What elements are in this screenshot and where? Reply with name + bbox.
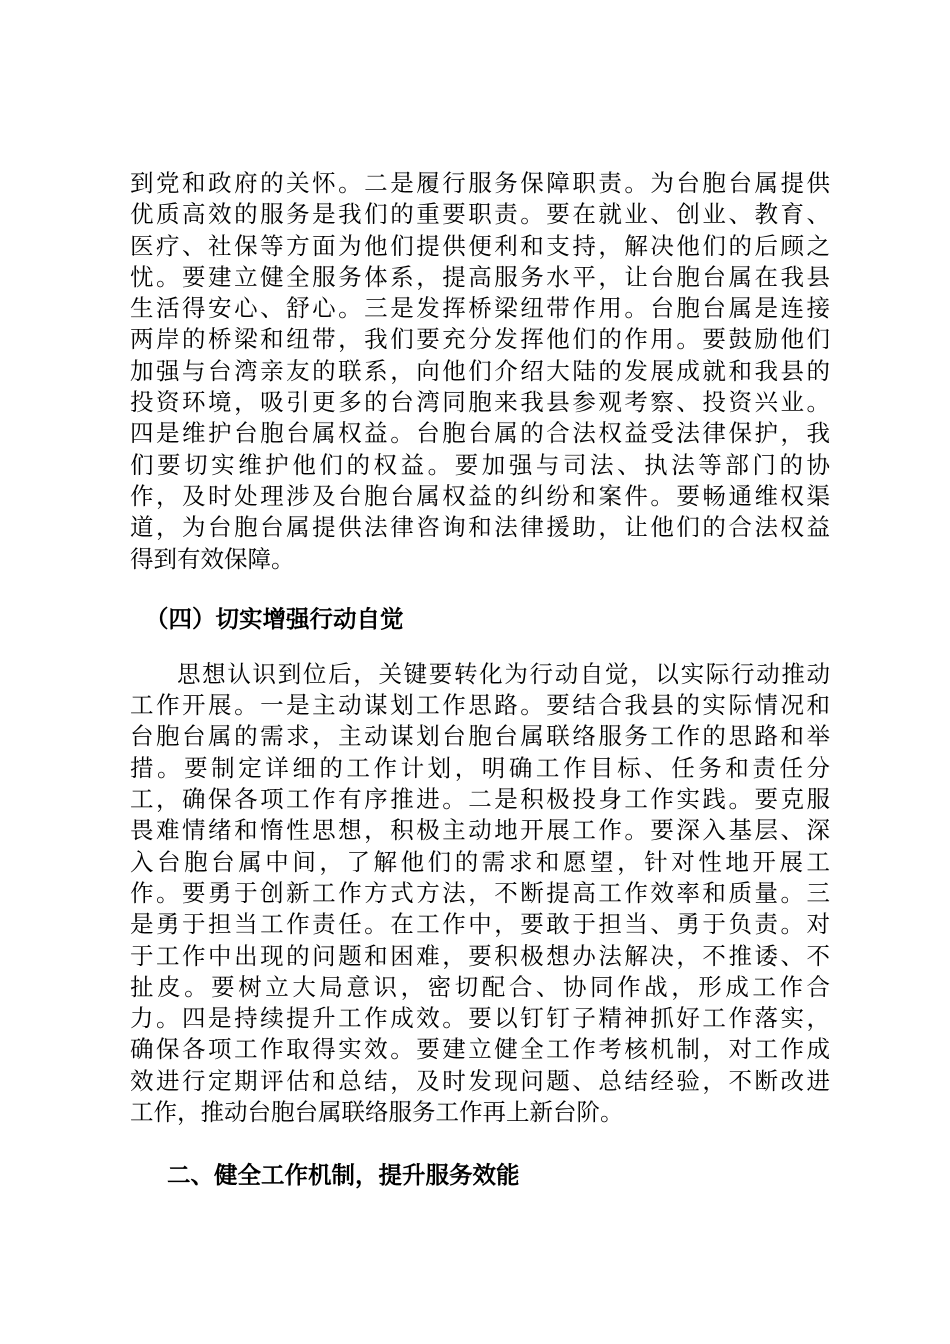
text-line: 加强与台湾亲友的联系，向他们介绍大陆的发展成就和我县的 <box>130 356 830 385</box>
text-line: 们要切实维护他们的权益。要加强与司法、执法等部门的协 <box>130 450 830 479</box>
text-line: 工作，推动台胞台属联络服务工作再上新台阶。 <box>130 1098 624 1127</box>
section-heading-4: （四）切实增强行动自觉 <box>145 604 404 633</box>
paragraph-1 <box>130 168 830 575</box>
text-line: 确保各项工作取得实效。要建立健全工作考核机制，对工作成 <box>130 1035 830 1064</box>
text-line: 医疗、社保等方面为他们提供便利和支持，解决他们的后顾之 <box>130 231 830 260</box>
text-line: 道，为台胞台属提供法律咨询和法律援助，让他们的合法权益 <box>130 513 830 542</box>
text-line: 台胞台属的需求，主动谋划台胞台属联络服务工作的思路和举 <box>130 722 830 751</box>
text-line: 思想认识到位后，关键要转化为行动自觉，以实际行动推动 <box>177 659 830 688</box>
text-line: 扯皮。要树立大局意识，密切配合、协同作战，形成工作合 <box>130 972 830 1001</box>
chapter-heading-2: 二、健全工作机制，提升服务效能 <box>167 1161 520 1190</box>
text-line: 于工作中出现的问题和困难，要积极想办法解决，不推诿、不 <box>130 941 830 970</box>
text-line: 是勇于担当工作责任。在工作中，要敢于担当、勇于负责。对 <box>130 910 830 939</box>
text-line: 作，及时处理涉及台胞台属权益的纠纷和案件。要畅通维权渠 <box>130 481 830 510</box>
document-body <box>130 168 830 1192</box>
text-line: 措。要制定详细的工作计划，明确工作目标、任务和责任分 <box>130 753 830 782</box>
text-line: 畏难情绪和惰性思想，积极主动地开展工作。要深入基层、深 <box>130 816 830 845</box>
text-line: 工作开展。一是主动谋划工作思路。要结合我县的实际情况和 <box>130 691 830 720</box>
text-line: 工，确保各项工作有序推进。二是积极投身工作实践。要克服 <box>130 785 830 814</box>
text-line: 效进行定期评估和总结，及时发现问题、总结经验，不断改进 <box>130 1066 830 1095</box>
text-line: 生活得安心、舒心。三是发挥桥梁纽带作用。台胞台属是连接 <box>130 294 830 323</box>
text-line: 投资环境，吸引更多的台湾同胞来我县参观考察、投资兴业。 <box>130 388 830 417</box>
text-line: 两岸的桥梁和纽带，我们要充分发挥他们的作用。要鼓励他们 <box>130 325 830 354</box>
text-line: 作。要勇于创新工作方式方法，不断提高工作效率和质量。三 <box>130 878 830 907</box>
text-line: 入台胞台属中间，了解他们的需求和愿望，针对性地开展工 <box>130 847 830 876</box>
text-line: 到党和政府的关怀。二是履行服务保障职责。为台胞台属提供 <box>130 169 830 197</box>
text-line: 忧。要建立健全服务体系，提高服务水平，让台胞台属在我县 <box>130 262 830 291</box>
text-line: 优质高效的服务是我们的重要职责。要在就业、创业、教育、 <box>130 200 830 229</box>
text-line: 力。四是持续提升工作成效。要以钉钉子精神抓好工作落实， <box>130 1004 830 1033</box>
paragraph-2 <box>130 659 830 1128</box>
text-line: 得到有效保障。 <box>130 544 295 573</box>
text-line: 四是维护台胞台属权益。台胞台属的合法权益受法律保护，我 <box>130 419 830 448</box>
